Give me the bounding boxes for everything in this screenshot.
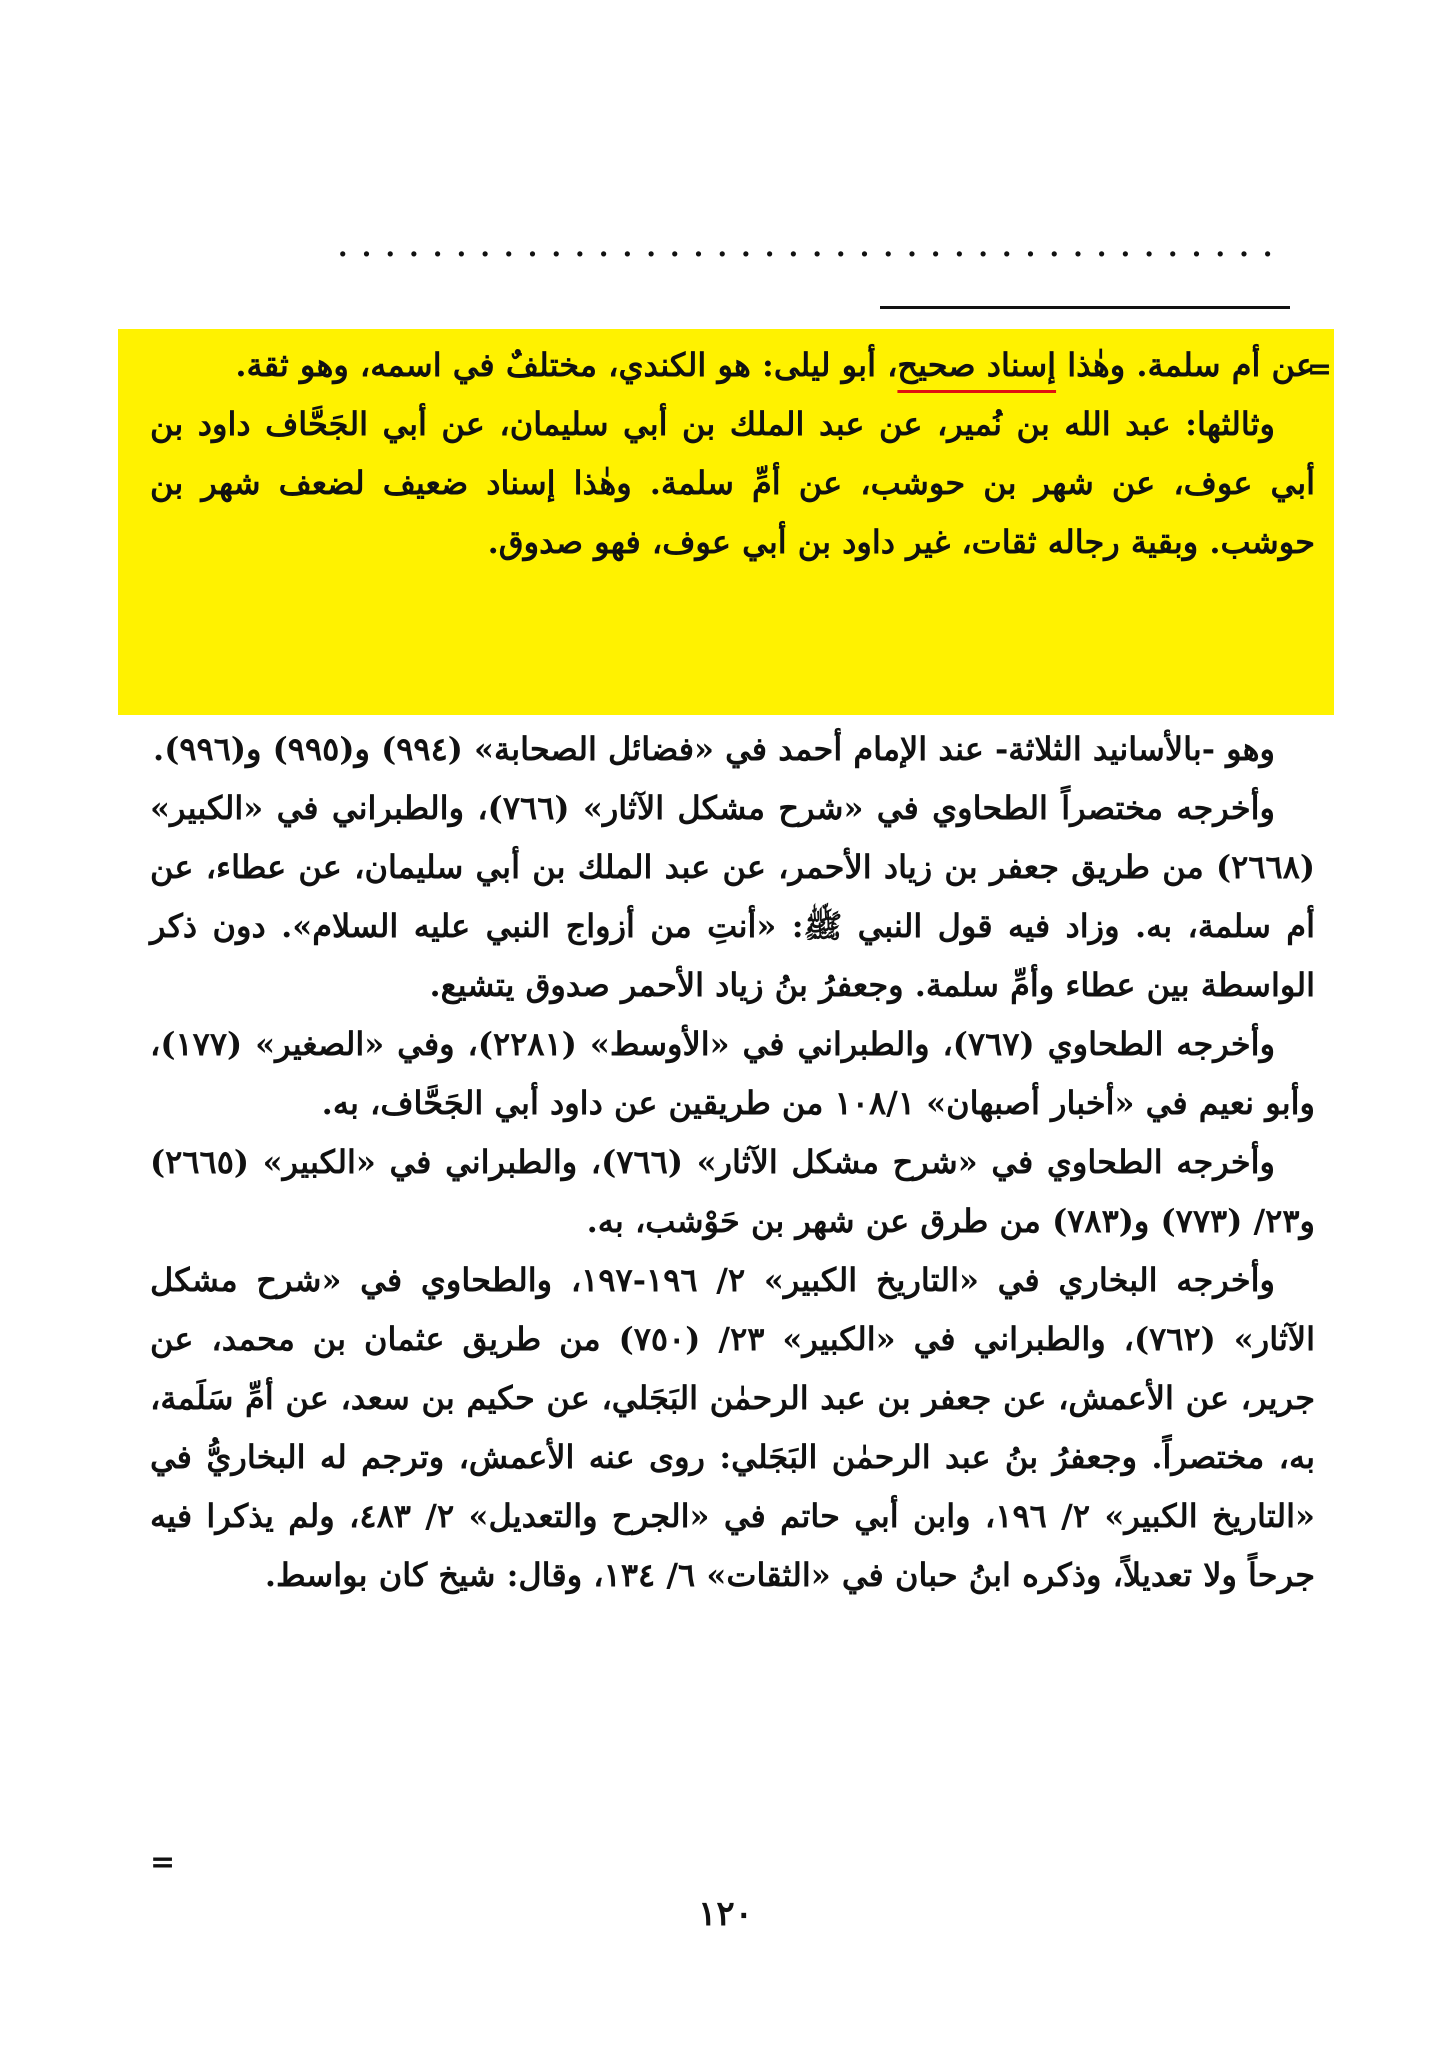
- footnote-text-a: عن أم سلمة. وهٰذا: [1056, 346, 1315, 384]
- footnote-text-b: ، أبو ليلى: هو الكندي، مختلفٌ في اسمه، وهو ثقة.: [235, 346, 898, 384]
- highlighted-footnote: [150, 336, 1315, 572]
- body-paragraph-2: وأخرجه مختصراً الطحاوي في «شرح مشكل الآثار» (٧٦٦)، والطبراني في «الكبير» (٢٦٦٨) من طريق جعفر بن زياد الأحمر، عن عبد الملك بن أبي سليمان، عن عطاء، عن أم سلمة، به. وزاد فيه قول النبي ﷺ: «أنتِ من أزواج النبي عليه السلام». دون ذكر الواسطة بين عطاء وأمِّ سلمة. وجعفرُ بنُ زياد الأحمر صدوق يتشيع.: [150, 789, 1316, 1004]
- body-paragraph-3: وأخرجه الطحاوي (٧٦٧)، والطبراني في «الأوسط» (٢٢٨١)، وفي «الصغير» (١٧٧)، وأبو نعيم في «أخبار أصبهان» ١٠٨/١ من طريقين عن داود أبي الجَحَّاف، به.: [150, 1025, 1315, 1122]
- continuation-mark-start: =: [1307, 352, 1333, 387]
- page-number: ١٢٠: [698, 1894, 753, 1934]
- body-paragraph-4: وأخرجه الطحاوي في «شرح مشكل الآثار» (٧٦٦)، والطبراني في «الكبير» (٢٦٦٥) و٢٣/ (٧٧٣) و(٧٨٣) من طرق عن شهر بن حَوْشب، به.: [150, 1143, 1315, 1240]
- body-text: [150, 720, 1315, 1605]
- footnote-paragraph-2: وثالثها: عبد الله بن نُمير، عن عبد الملك بن أبي سليمان، عن أبي الجَحَّاف داود بن أبي عوف، عن شهر بن حوشب، عن أمِّ سلمة. وهٰذا إسناد ضعيف لضعف شهر بن حوشب. وبقية رجاله ثقات، غير داود بن أبي عوف، فهو صدوق.: [150, 405, 1316, 561]
- body-paragraph-1: وهو -بالأسانيد الثلاثة- عند الإمام أحمد في «فضائل الصحابة» (٩٩٤) و(٩٩٥) و(٩٩٦).: [153, 730, 1275, 768]
- body-paragraph-5: وأخرجه البخاري في «التاريخ الكبير» ٢/ ١٩٦-١٩٧، والطحاوي في «شرح مشكل الآثار» (٧٦٢)، والطبراني في «الكبير» ٢٣/ (٧٥٠) من طريق عثمان بن محمد، عن جرير، عن الأعمش، عن جعفر بن عبد الرحمٰن البَجَلي، عن حكيم بن سعد، عن أمِّ سَلَمة، به، مختصراً. وجعفرُ بنُ عبد الرحمٰن البَجَلي: روى عنه الأعمش، وترجم له البخاريُّ في «التاريخ الكبير» ٢/ ١٩٦، وابن أبي حاتم في «الجرح والتعديل» ٢/ ٤٨٣، ولم يذكرا فيه جرحاً ولا تعديلاً، وذكره ابنُ حبان في «الثقات» ٦/ ١٣٤، وقال: شيخ كان بواسط.: [150, 1261, 1316, 1594]
- footnote-rule: [880, 306, 1290, 309]
- separator-dots: ........................................: [336, 228, 1285, 258]
- underlined-phrase: إسناد صحيح: [897, 346, 1057, 384]
- continuation-mark-end: =: [150, 1845, 176, 1880]
- footnote-paragraph-1: [150, 336, 1315, 395]
